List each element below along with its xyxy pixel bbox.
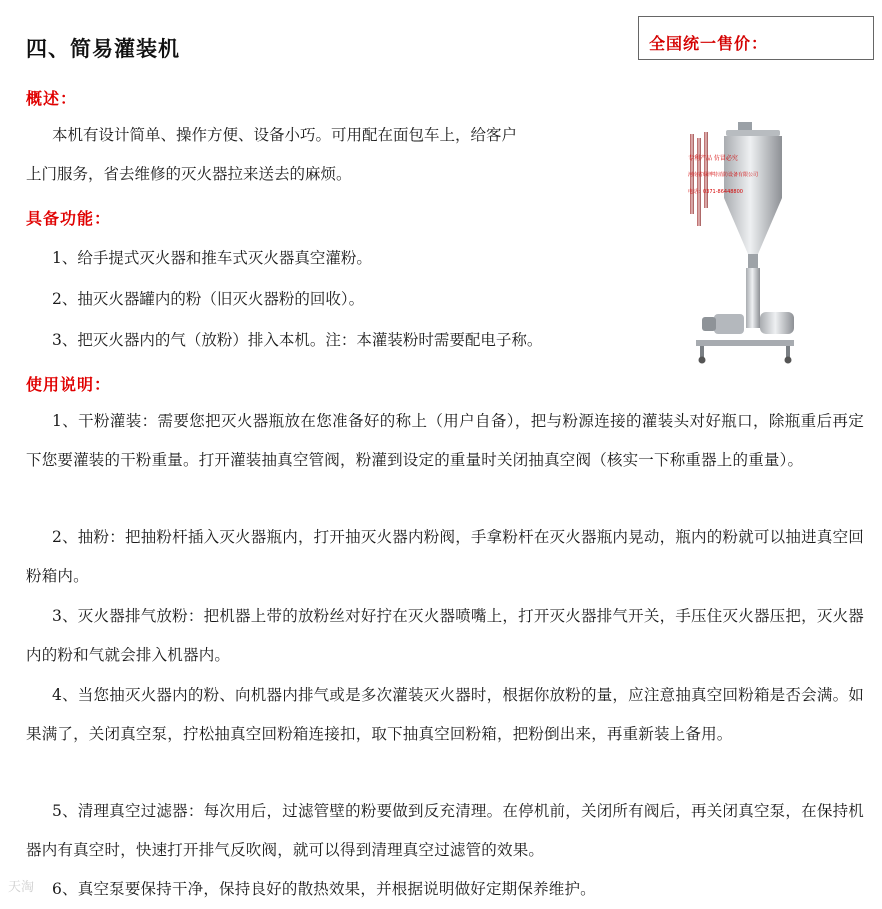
hopper-outlet (748, 254, 758, 268)
powder-rod-3 (704, 132, 708, 208)
price-box (638, 16, 874, 60)
usage-heading: 使用说明： (26, 375, 112, 394)
overview-heading: 概述： (26, 89, 78, 108)
leg-left (700, 346, 704, 358)
motor (760, 312, 794, 334)
usage-paragraph-2: 2、抽粉：把抽粉杆插入灭火器瓶内，打开抽灭火器内粉阀，手拿粉杆在灭火器瓶内晃动，瓶内的粉就可以抽进真空回粉箱内。 (26, 528, 864, 585)
pump (714, 314, 744, 334)
hopper-lid (726, 130, 780, 136)
feature-item-2: 2、抽灭火器罐内的粉（旧灭火器粉的回收）。 (52, 290, 365, 308)
machine-label-2: 河南省绿博特消防设备有限公司 (688, 172, 759, 178)
usage-paragraph-4: 4、当您抽灭火器内的粉、向机器内排气或是多次灌装灭火器时，根据你放粉的量，应注意抽真空回粉箱是否会满。如果满了，关闭真空泵，拧松抽真空回粉箱连接扣，取下抽真空回粉箱，把粉倒出来，再重新装上备用。 (26, 686, 864, 743)
overview-line-1: 本机有设计简单、操作方便、设备小巧。可用配在面包车上，给客户 (52, 126, 518, 144)
features-heading: 具备功能： (26, 209, 112, 228)
feature-item-1: 1、给手提式灭火器和推车式灭火器真空灌粉。 (52, 249, 372, 267)
feature-item-3: 3、把灭火器内的气（放粉）排入本机。注：本灌装粉时需要配电子称。 (52, 331, 543, 349)
price-label: 全国统一售价： (649, 34, 769, 53)
hopper-lid-knob (738, 122, 752, 130)
wheel-right (785, 357, 792, 364)
filling-machine-image (688, 118, 800, 368)
machine-label-3: 电话：0371-86448800 (688, 189, 743, 195)
powder-rod-2 (697, 138, 701, 226)
base-frame (696, 340, 794, 346)
hopper-cone (724, 198, 782, 254)
usage-paragraph-6: 6、真空泵要保持干净，保持良好的散热效果，并根据说明做好定期保养维护。 (52, 880, 596, 898)
pump-head (702, 317, 716, 331)
usage-paragraph-1: 1、干粉灌装：需要您把灭火器瓶放在您准备好的称上（用户自备），把与粉源连接的灌装头对好瓶口，除瓶重后再定下您要灌装的干粉重量。打开灌装抽真空管阀，粉灌到设定的重量时关闭抽真空阀（核实一下称重器上的重量）。 (26, 412, 864, 469)
machine-label-1: 专利产品 仿冒必究 (688, 155, 738, 162)
wheel-left (699, 357, 706, 364)
page-title: 四、简易灌装机 (26, 37, 180, 61)
stand-post (746, 268, 760, 328)
usage-paragraph-3: 3、灭火器排气放粉：把机器上带的放粉丝对好拧在灭火器喷嘴上，打开灭火器排气开关，手压住灭火器压把，灭火器内的粉和气就会排入机器内。 (26, 607, 864, 664)
usage-paragraph-5: 5、清理真空过滤器：每次用后，过滤管壁的粉要做到反充清理。在停机前，关闭所有阀后，再关闭真空泵，在保持机器内有真空时，快速打开排气反吹阀，就可以得到清理真空过滤管的效果。 (26, 802, 864, 859)
leg-right (786, 346, 790, 358)
watermark: 天淘 (8, 880, 35, 895)
overview-line-2: 上门服务，省去维修的灭火器拉来送去的麻烦。 (26, 165, 352, 183)
